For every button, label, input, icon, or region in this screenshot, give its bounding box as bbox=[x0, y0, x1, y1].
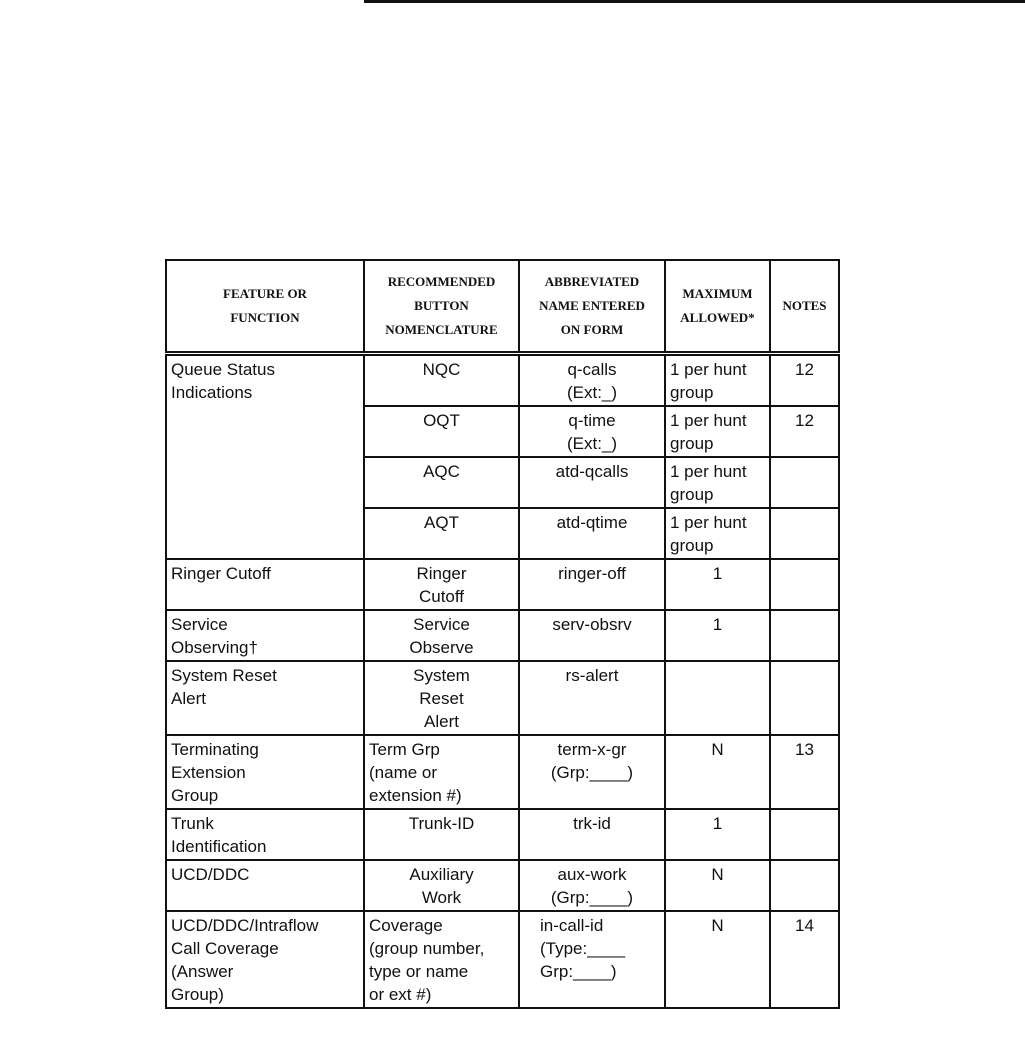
cell-max: N bbox=[665, 911, 770, 1008]
cell-feature: System Reset Alert bbox=[166, 661, 364, 735]
cell-abbrev: atd-qcalls bbox=[519, 457, 665, 508]
cell-notes bbox=[770, 809, 839, 860]
cell-notes bbox=[770, 559, 839, 610]
table-row bbox=[166, 809, 839, 860]
feature-table bbox=[165, 259, 840, 1009]
queue-feature: Queue Status Indications bbox=[166, 354, 364, 560]
cell-notes bbox=[770, 610, 839, 661]
cell-abbrev: q-calls (Ext:_) bbox=[519, 354, 665, 407]
cell-feature: UCD/DDC/Intraflow Call Coverage (Answer Group) bbox=[166, 911, 364, 1008]
cell-notes: 12 bbox=[770, 406, 839, 457]
cell-abbrev: atd-qtime bbox=[519, 508, 665, 559]
cell-button: Ringer Cutoff bbox=[364, 559, 519, 610]
header-notes: NOTES bbox=[770, 260, 839, 354]
cell-max bbox=[665, 661, 770, 735]
cell-notes bbox=[770, 661, 839, 735]
cell-notes: 13 bbox=[770, 735, 839, 809]
header-max: MAXIMUM ALLOWED* bbox=[665, 260, 770, 354]
cell-abbrev: term-x-gr (Grp:____) bbox=[519, 735, 665, 809]
cell-button: Service Observe bbox=[364, 610, 519, 661]
table-row bbox=[166, 735, 839, 809]
cell-button: Auxiliary Work bbox=[364, 860, 519, 911]
header-button: RECOMMENDED BUTTON NOMENCLATURE bbox=[364, 260, 519, 354]
cell-max: 1 bbox=[665, 559, 770, 610]
cell-max: N bbox=[665, 860, 770, 911]
cell-notes: 14 bbox=[770, 911, 839, 1008]
table-row bbox=[166, 860, 839, 911]
cell-abbrev: aux-work (Grp:____) bbox=[519, 860, 665, 911]
cell-feature: Service Observing† bbox=[166, 610, 364, 661]
cell-max: 1 bbox=[665, 809, 770, 860]
cell-abbrev: in-call-id (Type:____ Grp:____) bbox=[519, 911, 665, 1008]
cell-button: OQT bbox=[364, 406, 519, 457]
cell-feature: UCD/DDC bbox=[166, 860, 364, 911]
table-row bbox=[166, 559, 839, 610]
cell-max: 1 per hunt group bbox=[665, 457, 770, 508]
cell-max: 1 bbox=[665, 610, 770, 661]
cell-button: AQT bbox=[364, 508, 519, 559]
cell-button: Coverage (group number, type or name or ext #) bbox=[364, 911, 519, 1008]
table-row bbox=[166, 661, 839, 735]
cell-button: AQC bbox=[364, 457, 519, 508]
cell-abbrev: ringer-off bbox=[519, 559, 665, 610]
top-rule bbox=[364, 0, 1025, 3]
table-row bbox=[166, 610, 839, 661]
cell-button: Term Grp (name or extension #) bbox=[364, 735, 519, 809]
table-row bbox=[166, 354, 839, 407]
cell-notes bbox=[770, 860, 839, 911]
cell-notes bbox=[770, 457, 839, 508]
table-row bbox=[166, 911, 839, 1008]
cell-max: 1 per hunt group bbox=[665, 354, 770, 407]
cell-notes: 12 bbox=[770, 354, 839, 407]
cell-button: System Reset Alert bbox=[364, 661, 519, 735]
cell-abbrev: rs-alert bbox=[519, 661, 665, 735]
cell-max: 1 per hunt group bbox=[665, 406, 770, 457]
cell-feature: Terminating Extension Group bbox=[166, 735, 364, 809]
header-row bbox=[166, 260, 839, 354]
cell-feature: Ringer Cutoff bbox=[166, 559, 364, 610]
cell-button: Trunk-ID bbox=[364, 809, 519, 860]
cell-max: N bbox=[665, 735, 770, 809]
cell-feature: Trunk Identification bbox=[166, 809, 364, 860]
header-feature: FEATURE OR FUNCTION bbox=[166, 260, 364, 354]
cell-abbrev: trk-id bbox=[519, 809, 665, 860]
cell-abbrev: serv-obsrv bbox=[519, 610, 665, 661]
cell-notes bbox=[770, 508, 839, 559]
header-abbrev: ABBREVIATED NAME ENTERED ON FORM bbox=[519, 260, 665, 354]
cell-button: NQC bbox=[364, 354, 519, 407]
cell-max: 1 per hunt group bbox=[665, 508, 770, 559]
cell-abbrev: q-time (Ext:_) bbox=[519, 406, 665, 457]
